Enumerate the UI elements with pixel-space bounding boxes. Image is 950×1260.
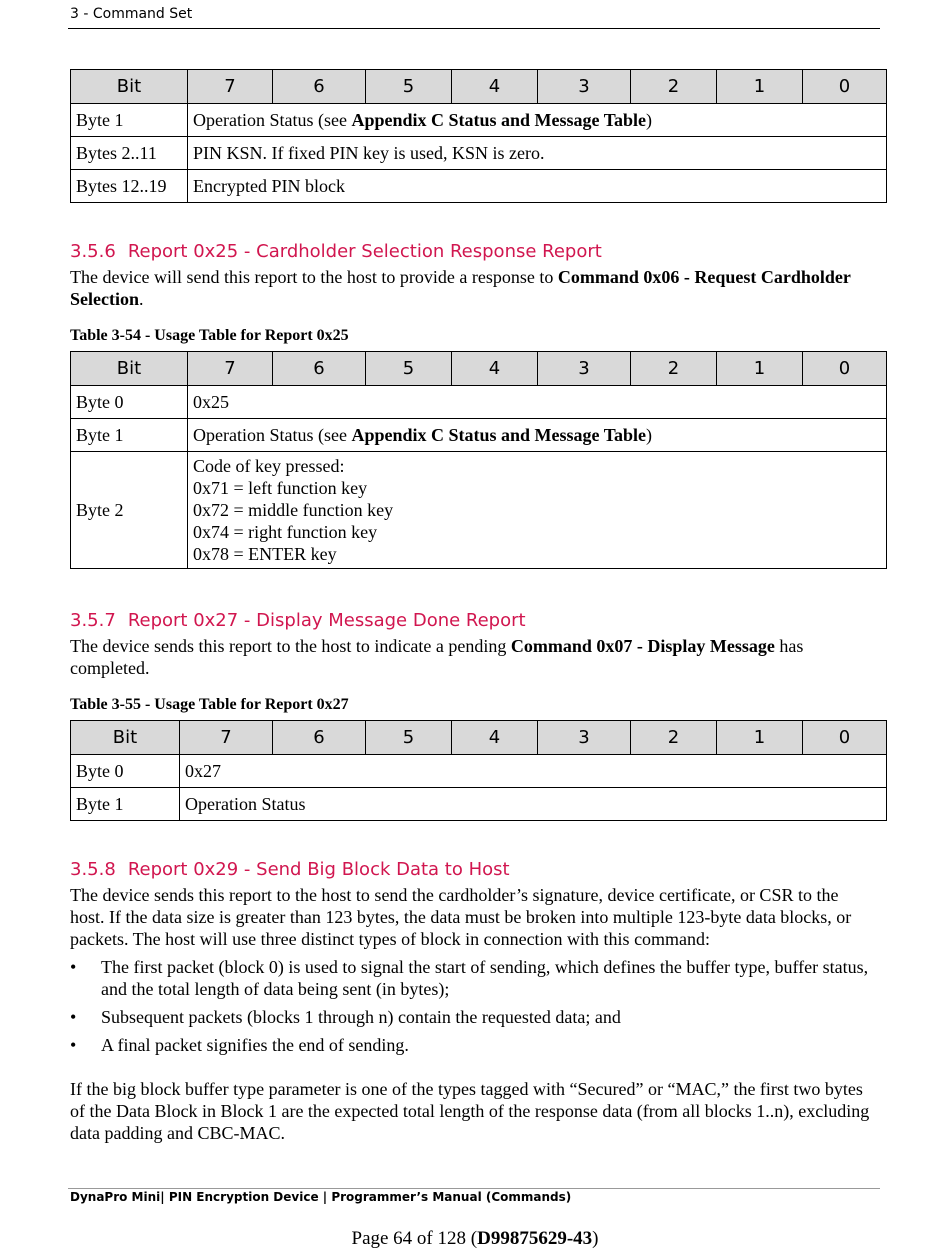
bit-table-top [70,69,887,203]
footer-text: DynaPro Mini| PIN Encryption Device | Programmer’s Manual (Commands) [70,1190,572,1204]
header-cell: 2 [631,70,717,104]
table-row [71,419,887,452]
header-cell: 7 [180,721,273,755]
row-label: Byte 2 [71,452,188,569]
row-label: Bytes 2..11 [71,137,188,170]
bullet-icon: • [70,1035,77,1055]
key-code-line: Code of key pressed: [193,456,345,476]
table-row [71,452,887,569]
page-number: Page 64 of 128 (D99875629-43) [351,1228,599,1249]
header-cell: Bit [71,721,180,755]
footer-rule [68,1188,880,1189]
header-rule [68,28,880,29]
row-value-multiline [188,452,887,569]
row-value: PIN KSN. If fixed PIN key is used, KSN is zero. [188,137,887,170]
row-label: Byte 1 [71,788,180,821]
row-label: Bytes 12..19 [71,170,188,203]
header-cell: 6 [273,721,366,755]
table-caption: Table 3-55 - Usage Table for Report 0x27 [70,696,349,713]
key-code-line: 0x74 = right function key [193,522,378,542]
header-cell: 4 [452,721,538,755]
header-cell: 7 [188,352,273,386]
bullet-icon: • [70,957,77,977]
header-cell: 3 [538,721,631,755]
row-value: Encrypted PIN block [188,170,887,203]
key-code-line: 0x72 = middle function key [193,500,394,520]
section-paragraph: The device sends this report to the host to indicate a pending Command 0x07 - Display Message has completed. [70,636,804,678]
header-cell: 5 [366,721,452,755]
header-cell: 6 [273,70,366,104]
row-value: Operation Status [180,788,887,821]
bullet-icon: • [70,1007,77,1027]
header-cell: 2 [631,352,717,386]
header-cell: 4 [452,352,538,386]
header-cell: 2 [631,721,717,755]
header-cell: 3 [538,352,631,386]
row-value: Operation Status (see Appendix C Status and Message Table) [188,104,887,137]
section-heading-3-5-6: 3.5.6 Report 0x25 - Cardholder Selection Response Report [70,241,602,262]
section-heading-3-5-7: 3.5.7 Report 0x27 - Display Message Done Report [70,610,526,631]
header-cell: 0 [803,70,887,104]
list-item: • The first packet (block 0) is used to signal the start of sending, which defines the buffer type, buffer status, and the total length of data being sent (in bytes); [70,957,869,999]
row-label: Byte 0 [71,386,188,419]
header-cell: 6 [273,352,366,386]
table-row [71,104,887,137]
header-cell: 5 [366,352,452,386]
table-caption: Table 3-54 - Usage Table for Report 0x25 [70,327,349,344]
table-header-row [71,70,887,104]
section-paragraph: The device sends this report to the host to send the cardholder’s signature, device certificate, or CSR to the host. If the data size is greater than 123 bytes, the data must be broken into multiple 123-byte data blocks, or packets. The host will use three distinct types of block in connection with this command: [70,885,852,949]
list-item: • Subsequent packets (blocks 1 through n) contain the requested data; and [70,1007,621,1027]
header-cell: 5 [366,70,452,104]
header-cell: 4 [452,70,538,104]
running-header: 3 - Command Set [70,6,193,22]
table-row [71,386,887,419]
bullet-list [70,956,870,1062]
header-cell: 7 [188,70,273,104]
table-row [71,755,887,788]
table-header-row [71,352,887,386]
appendix-ref: Appendix C Status and Message Table [351,109,647,130]
row-label: Byte 1 [71,104,188,137]
header-cell: 3 [538,70,631,104]
table-header-row [71,721,887,755]
section-paragraph: The device will send this report to the host to provide a response to Command 0x06 - Request Cardholder Selection. [70,267,851,309]
key-code-line: 0x78 = ENTER key [193,544,337,564]
header-cell: 1 [717,352,803,386]
header-cell: Bit [71,70,188,104]
section-paragraph: If the big block buffer type parameter is one of the types tagged with “Secured” or “MAC,” the first two bytes of the Data Block in Block 1 are the expected total length of the response data (from all blocks 1..n), excluding data padding and CBC-MAC. [70,1079,870,1143]
list-item: • A final packet signifies the end of sending. [70,1035,409,1055]
table-row [71,137,887,170]
key-code-line: 0x71 = left function key [193,478,368,498]
row-label: Byte 0 [71,755,180,788]
bit-table-0x25 [70,351,887,569]
doc-number: D99875629-43 [477,1228,593,1249]
bit-table-0x27 [70,720,887,821]
header-cell: 0 [803,352,887,386]
section-heading-3-5-8: 3.5.8 Report 0x29 - Send Big Block Data to Host [70,859,510,880]
header-cell: 1 [717,70,803,104]
row-value: 0x25 [188,386,887,419]
appendix-ref: Appendix C Status and Message Table [351,424,647,445]
header-cell: 1 [717,721,803,755]
header-cell: 0 [803,721,887,755]
row-value: 0x27 [180,755,887,788]
table-row [71,788,887,821]
header-cell: Bit [71,352,188,386]
row-label: Byte 1 [71,419,188,452]
table-row [71,170,887,203]
row-value: Operation Status (see Appendix C Status and Message Table) [188,419,887,452]
